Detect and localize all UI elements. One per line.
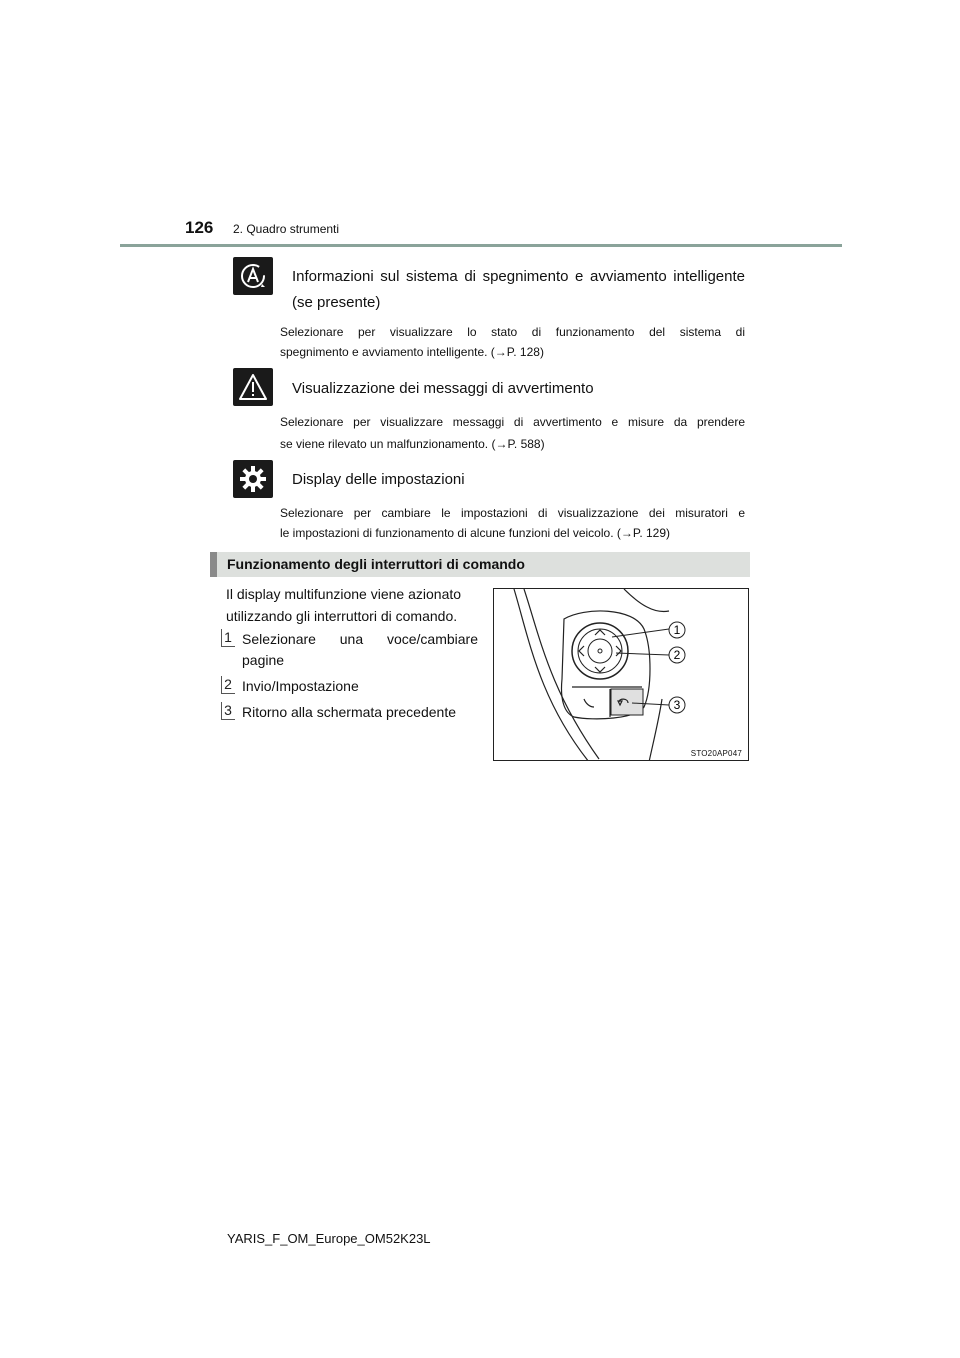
warning-triangle-icon <box>233 368 273 406</box>
list-number-1: 1 <box>222 629 234 645</box>
item-1-desc-line2: spegnimento e avviamento intelligente. (→P. 128) <box>280 345 544 359</box>
intro-line-1: Il display multifunzione viene azionato <box>226 586 462 602</box>
list-item-3: Ritorno alla schermata precedente <box>242 704 457 720</box>
steering-switch-drawing <box>494 589 749 761</box>
item-1-title-line1: Informazioni sul sistema di spegnimento e avviamento intelligente <box>292 268 745 285</box>
chapter-title: 2. Quadro strumenti <box>233 222 340 236</box>
item-2-desc-line1: Selezionare per visualizzare messaggi di avvertimento e misure da prendere <box>280 415 745 429</box>
section-intro <box>226 583 481 627</box>
item-3-title: Display delle impostazioni <box>292 471 465 488</box>
item-2-desc-line2: se viene rilevato un malfunzionamento. (→P. 588) <box>280 437 545 451</box>
callout-1-label: 1 <box>673 623 681 637</box>
section-header <box>210 552 750 577</box>
list-number-2: 2 <box>222 676 234 692</box>
smart-entry-icon <box>233 257 273 295</box>
section-title: Funzionamento degli interruttori di comando <box>227 556 525 572</box>
steering-switch-figure <box>493 588 749 761</box>
page-number: 126 <box>185 218 214 237</box>
list-item-1-line2: pagine <box>242 652 285 668</box>
intro-line-2: utilizzando gli interruttori di comando. <box>226 608 458 624</box>
list-item-1-line1: Selezionare una voce/cambiare <box>242 631 478 647</box>
item-3-desc-line2: le impostazioni di funzionamento di alcune funzioni del veicolo. (→P. 129) <box>280 526 671 540</box>
header-rule <box>120 244 842 247</box>
list-item-2: Invio/Impostazione <box>242 678 359 694</box>
item-1-title-line2: (se presente) <box>292 294 381 311</box>
document-id: YARIS_F_OM_Europe_OM52K23L <box>227 1231 431 1246</box>
item-1-desc-line1: Selezionare per visualizzare lo stato di funzionamento del sistema di <box>280 325 745 339</box>
list-number-3: 3 <box>222 702 234 718</box>
gear-icon <box>233 460 273 498</box>
item-3-desc-line1: Selezionare per cambiare le impostazioni di visualizzazione dei misuratori e <box>280 506 745 520</box>
item-2-title: Visualizzazione dei messaggi di avvertimento <box>292 380 594 397</box>
callout-2-label: 2 <box>673 648 681 662</box>
callout-3-label: 3 <box>673 698 681 712</box>
figure-code: STO20AP047 <box>690 749 742 758</box>
